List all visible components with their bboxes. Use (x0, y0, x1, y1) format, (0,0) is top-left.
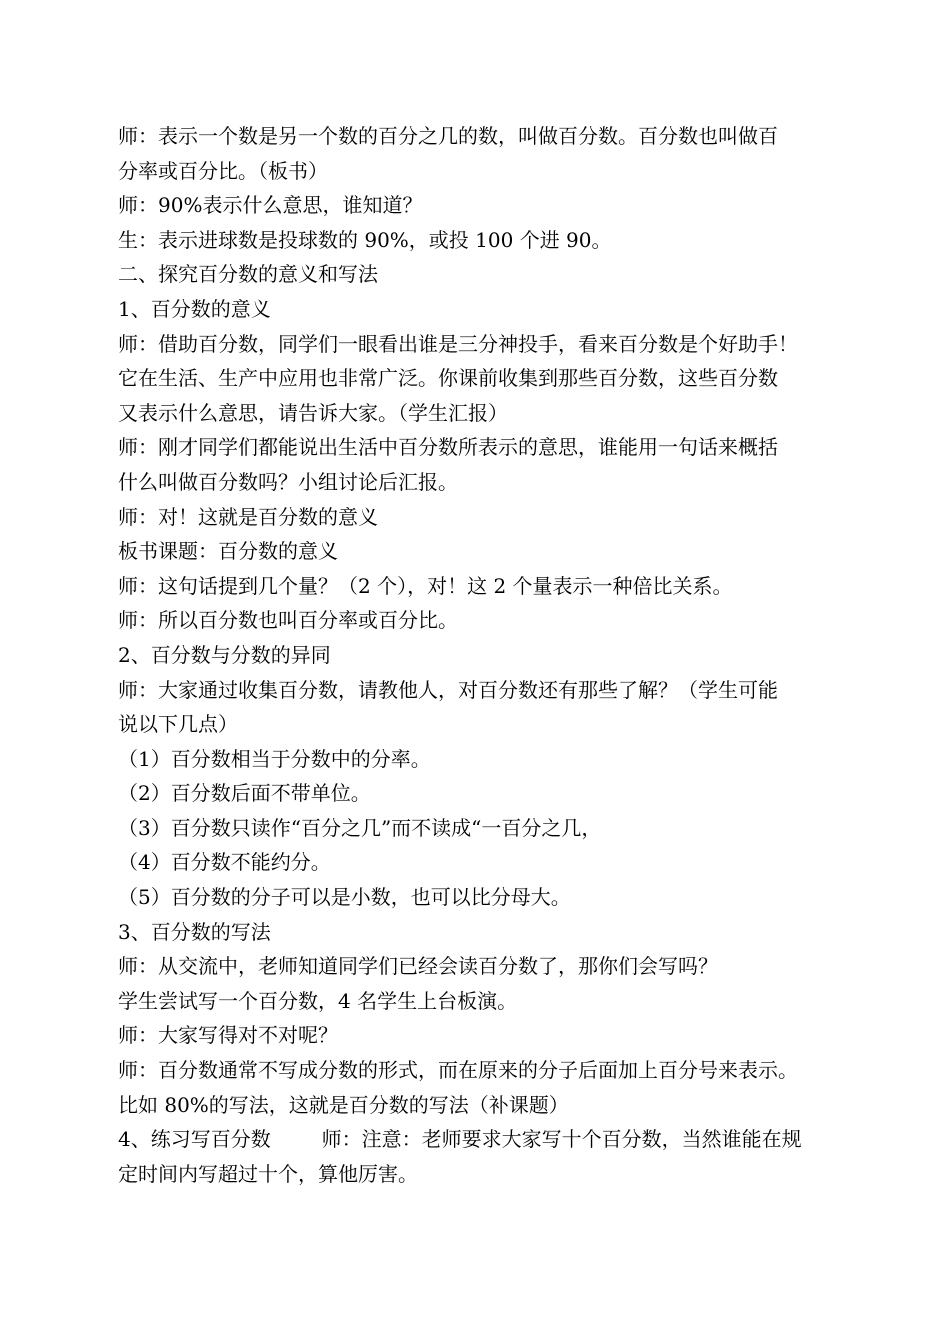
subsection-heading: 1、百分数的意义 (118, 296, 271, 321)
text-line: 4、练习写百分数 师：注意：老师要求大家写十个百分数，当然谁能在规 (118, 1127, 802, 1152)
text-line: 定时间内写超过十个，算他厉害。 (118, 1161, 418, 1186)
text-line: 师：这句话提到几个量？（2 个），对！这 2 个量表示一种倍比关系。 (118, 573, 733, 598)
text-line: 分率或百分比。（板书） (118, 158, 328, 183)
text-line: 师：90%表示什么意思，谁知道？ (118, 193, 423, 218)
text-line: 师：借助百分数，同学们一眼看出谁是三分神投手，看来百分数是个好助手！ (118, 331, 798, 356)
subsection-heading: 3、百分数的写法 (118, 919, 271, 944)
text-line: 说以下几点） (118, 712, 238, 737)
list-item: （3）百分数只读作“百分之几”而不读成“一百分之几， (118, 815, 602, 840)
text-line: 师：大家写得对不对呢？ (118, 1023, 338, 1048)
text-line: 师：所以百分数也叫百分率或百分比。 (118, 608, 458, 633)
list-item: （4）百分数不能约分。 (118, 850, 331, 875)
text-line: 它在生活、生产中应用也非常广泛。你课前收集到那些百分数，这些百分数 (118, 366, 778, 391)
text-line: 板书课题：百分数的意义 (118, 539, 338, 564)
text-line: 比如 80%的写法，这就是百分数的写法（补课题） (118, 1092, 569, 1117)
text-line: 生：表示进球数是投球数的 90%，或投 100 个进 90。 (118, 227, 612, 252)
list-item: （1）百分数相当于分数中的分率。 (118, 746, 431, 771)
text-line: 师：对！这就是百分数的意义 (118, 504, 378, 529)
subsection-heading: 2、百分数与分数的异同 (118, 642, 331, 667)
text-line: 师：百分数通常不写成分数的形式，而在原来的分子后面加上百分号来表示。 (118, 1058, 798, 1083)
text-line: 学生尝试写一个百分数，4 名学生上台板演。 (118, 988, 518, 1013)
text-line: 师：刚才同学们都能说出生活中百分数所表示的意思，谁能用一句话来概括 (118, 435, 778, 460)
text-line: 师：表示一个数是另一个数的百分之几的数，叫做百分数。百分数也叫做百 (118, 124, 778, 148)
text-line: 什么叫做百分数吗？小组讨论后汇报。 (118, 469, 458, 494)
text-line: 师：大家通过收集百分数，请教他人，对百分数还有那些了解？（学生可能 (118, 677, 778, 702)
text-line: 师：从交流中，老师知道同学们已经会读百分数了，那你们会写吗？ (118, 954, 718, 979)
list-item: （2）百分数后面不带单位。 (118, 781, 371, 806)
document-body (118, 119, 848, 1191)
text-line: 又表示什么意思，请告诉大家。（学生汇报） (118, 400, 508, 425)
section-heading: 二、探究百分数的意义和写法 (118, 262, 378, 287)
list-item: （5）百分数的分子可以是小数，也可以比分母大。 (118, 885, 571, 910)
